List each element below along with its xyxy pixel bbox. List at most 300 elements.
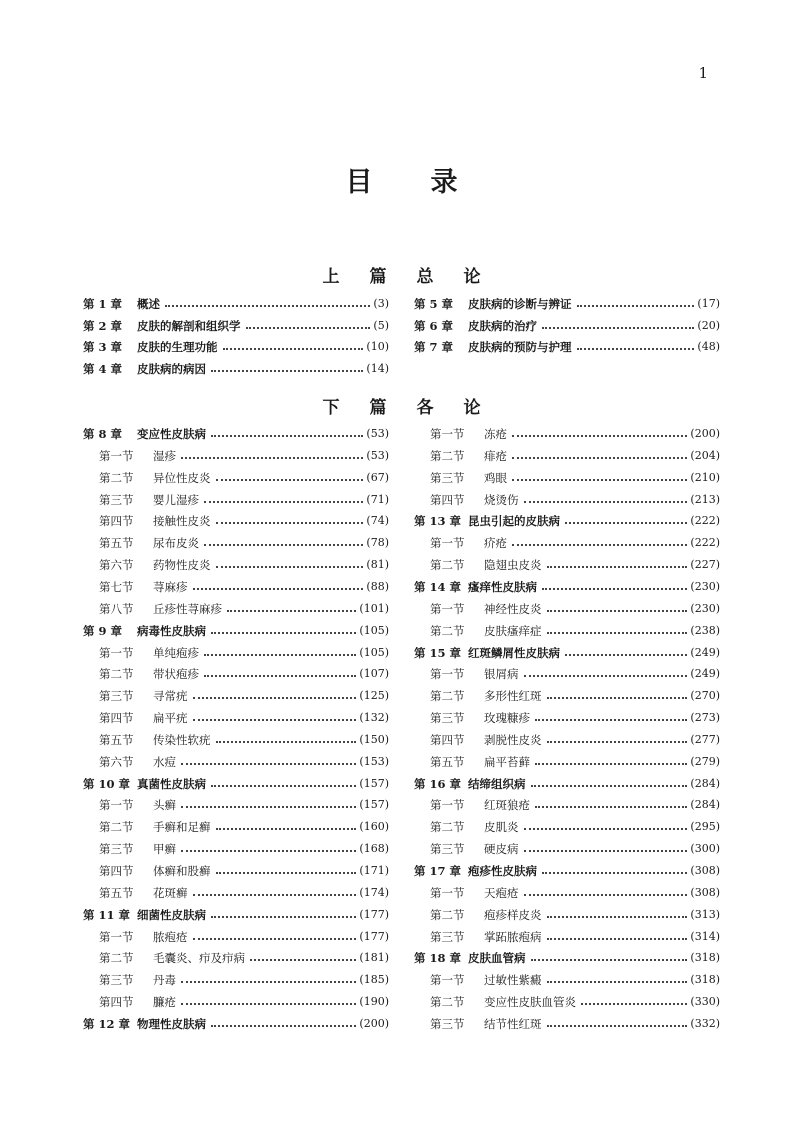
dot-leader bbox=[181, 1003, 356, 1005]
dot-leader bbox=[204, 654, 356, 656]
entry-label: 第三节 bbox=[99, 973, 134, 988]
toc-section-entry bbox=[83, 664, 389, 684]
entry-label: 第一节 bbox=[430, 973, 465, 988]
toc-section-entry bbox=[414, 927, 720, 947]
toc-title: 目录 bbox=[345, 167, 516, 198]
toc-section-entry bbox=[414, 1014, 720, 1034]
toc-section-entry bbox=[414, 992, 720, 1012]
toc-chapter-entry bbox=[83, 294, 389, 314]
entry-title: 扁平疣 bbox=[153, 711, 188, 726]
dot-leader bbox=[211, 916, 356, 918]
dot-leader bbox=[524, 894, 688, 896]
entry-page-number: (101) bbox=[359, 601, 389, 615]
dot-leader bbox=[547, 610, 688, 612]
entry-page-number: (132) bbox=[359, 711, 389, 725]
entry-label: 第 12 章 bbox=[83, 1016, 131, 1031]
entry-page-number: (48) bbox=[697, 340, 720, 354]
entry-label: 第三节 bbox=[99, 689, 134, 704]
entry-label: 第二节 bbox=[99, 820, 134, 835]
toc-section-entry bbox=[83, 992, 389, 1012]
entry-page-number: (273) bbox=[690, 711, 720, 725]
entry-page-number: (295) bbox=[690, 820, 720, 834]
toc-section-entry bbox=[414, 752, 720, 772]
dot-leader bbox=[204, 501, 363, 503]
dot-leader bbox=[512, 544, 687, 546]
entry-title: 疱疹性皮肤病 bbox=[468, 864, 537, 878]
dot-leader bbox=[193, 697, 357, 699]
toc-chapter-entry bbox=[414, 577, 720, 597]
entry-title: 体癣和股癣 bbox=[153, 864, 211, 878]
toc-chapter-entry bbox=[414, 774, 720, 794]
dot-leader bbox=[165, 305, 370, 307]
entry-page-number: (88) bbox=[366, 579, 389, 593]
dot-leader bbox=[524, 675, 688, 677]
toc-section-entry bbox=[83, 948, 389, 968]
entry-page-number: (177) bbox=[359, 929, 389, 943]
toc-section-entry bbox=[414, 621, 720, 641]
toc-section-entry bbox=[83, 752, 389, 772]
entry-label: 第 13 章 bbox=[414, 514, 462, 529]
toc-section-entry bbox=[83, 533, 389, 553]
entry-title: 皮肤瘙痒症 bbox=[484, 623, 542, 638]
toc-section-entry bbox=[83, 599, 389, 619]
toc-chapter-entry bbox=[83, 774, 389, 794]
entry-page-number: (210) bbox=[690, 470, 720, 484]
dot-leader bbox=[565, 654, 687, 656]
entry-label: 第四节 bbox=[99, 995, 134, 1010]
entry-label: 第一节 bbox=[99, 448, 134, 463]
entry-label: 第 8 章 bbox=[83, 427, 123, 441]
entry-title: 变应性皮肤血管炎 bbox=[484, 995, 576, 1010]
dot-leader bbox=[547, 916, 688, 918]
entry-label: 第二节 bbox=[430, 907, 465, 922]
entry-title: 湿疹 bbox=[153, 448, 176, 463]
entry-label: 第四节 bbox=[99, 711, 134, 726]
entry-label: 第六节 bbox=[99, 754, 134, 769]
toc-section-entry bbox=[83, 511, 389, 531]
entry-page-number: (171) bbox=[359, 864, 389, 877]
toc-chapter-entry bbox=[83, 905, 389, 925]
entry-label: 第 18 章 bbox=[414, 951, 462, 966]
entry-page-number: (313) bbox=[690, 907, 720, 921]
entry-title: 皮肤的生理功能 bbox=[137, 340, 218, 355]
entry-title: 传染性软疣 bbox=[153, 732, 211, 747]
entry-page-number: (105) bbox=[359, 623, 389, 637]
entry-page-number: (230) bbox=[690, 579, 720, 593]
entry-title: 皮肤病的治疗 bbox=[468, 318, 537, 333]
entry-title: 疱疹样皮炎 bbox=[484, 907, 542, 922]
entry-label: 第二节 bbox=[430, 689, 465, 704]
entry-page-number: (330) bbox=[690, 995, 720, 1009]
entry-label: 第三节 bbox=[430, 842, 465, 857]
entry-label: 第 15 章 bbox=[414, 645, 462, 660]
part2-title: 下篇各论 bbox=[322, 398, 511, 418]
entry-label: 第三节 bbox=[430, 929, 465, 944]
dot-leader bbox=[204, 544, 363, 546]
entry-title: 多形性红斑 bbox=[484, 689, 542, 704]
toc-section-entry bbox=[83, 446, 389, 466]
dot-leader bbox=[181, 806, 356, 808]
entry-title: 婴儿湿疹 bbox=[153, 492, 199, 507]
toc-chapter-entry bbox=[83, 337, 389, 357]
entry-title: 花斑癣 bbox=[153, 885, 188, 900]
toc-section-entry bbox=[83, 468, 389, 488]
toc-section-entry bbox=[414, 795, 720, 815]
dot-leader bbox=[535, 763, 687, 765]
entry-label: 第 14 章 bbox=[414, 579, 462, 594]
toc-chapter-entry bbox=[414, 948, 720, 968]
dot-leader bbox=[577, 305, 695, 307]
entry-title: 天疱疮 bbox=[484, 885, 519, 900]
entry-page-number: (177) bbox=[359, 907, 389, 921]
toc-section-entry bbox=[414, 468, 720, 488]
entry-label: 第一节 bbox=[99, 929, 134, 944]
entry-label: 第一节 bbox=[430, 427, 465, 441]
dot-leader bbox=[542, 327, 694, 329]
entry-page-number: (67) bbox=[366, 470, 389, 484]
dot-leader bbox=[181, 763, 356, 765]
entry-page-number: (157) bbox=[359, 798, 389, 812]
dot-leader bbox=[181, 981, 356, 983]
dot-leader bbox=[524, 501, 688, 503]
dot-leader bbox=[512, 435, 687, 437]
entry-page-number: (157) bbox=[359, 776, 389, 790]
toc-section-entry bbox=[83, 555, 389, 575]
entry-label: 第一节 bbox=[430, 667, 465, 682]
entry-title: 疥疮 bbox=[484, 536, 507, 551]
entry-title: 甲癣 bbox=[153, 842, 176, 857]
entry-page-number: (5) bbox=[373, 318, 389, 332]
entry-label: 第七节 bbox=[99, 579, 134, 594]
toc-section-entry bbox=[414, 883, 720, 903]
entry-title: 物理性皮肤病 bbox=[137, 1016, 206, 1031]
entry-title: 脓疱疮 bbox=[153, 929, 188, 944]
entry-label: 第二节 bbox=[99, 470, 134, 485]
dot-leader bbox=[581, 1003, 687, 1005]
dot-leader bbox=[216, 522, 364, 524]
dot-leader bbox=[531, 785, 688, 787]
toc-section-entry bbox=[414, 970, 720, 990]
dot-leader bbox=[547, 741, 688, 743]
toc-section-entry bbox=[83, 817, 389, 837]
entry-page-number: (160) bbox=[359, 820, 389, 834]
entry-title: 药物性皮炎 bbox=[153, 558, 211, 573]
entry-page-number: (20) bbox=[697, 318, 720, 332]
entry-label: 第三节 bbox=[99, 842, 134, 857]
entry-page-number: (78) bbox=[366, 536, 389, 550]
entry-title: 皮肤病的诊断与辨证 bbox=[468, 297, 572, 311]
entry-label: 第五节 bbox=[99, 885, 134, 900]
dot-leader bbox=[211, 1025, 356, 1027]
toc-section-entry bbox=[414, 905, 720, 925]
entry-title: 鸡眼 bbox=[484, 470, 507, 485]
dot-leader bbox=[216, 566, 364, 568]
dot-leader bbox=[216, 828, 357, 830]
entry-page-number: (230) bbox=[690, 601, 720, 615]
entry-label: 第三节 bbox=[430, 470, 465, 485]
entry-title: 硬皮病 bbox=[484, 842, 519, 857]
toc-chapter-entry bbox=[414, 643, 720, 663]
entry-title: 荨麻疹 bbox=[153, 579, 188, 594]
entry-page-number: (153) bbox=[359, 754, 389, 768]
toc-chapter-entry bbox=[414, 861, 720, 881]
entry-title: 皮肤病的预防与护理 bbox=[468, 340, 572, 355]
entry-page-number: (17) bbox=[697, 297, 720, 310]
dot-leader bbox=[193, 894, 357, 896]
entry-page-number: (284) bbox=[690, 798, 720, 812]
entry-page-number: (53) bbox=[366, 427, 389, 440]
dot-leader bbox=[524, 828, 688, 830]
toc-section-entry bbox=[414, 664, 720, 684]
entry-page-number: (200) bbox=[690, 427, 720, 440]
entry-label: 第一节 bbox=[430, 885, 465, 900]
dot-leader bbox=[547, 1025, 688, 1027]
entry-title: 头癣 bbox=[153, 798, 176, 813]
entry-title: 扁平苔藓 bbox=[484, 754, 530, 769]
entry-title: 丘疹性荨麻疹 bbox=[153, 601, 222, 616]
toc-chapter-entry bbox=[83, 316, 389, 336]
toc-section-entry bbox=[414, 446, 720, 466]
entry-label: 第 11 章 bbox=[83, 907, 131, 922]
entry-label: 第 4 章 bbox=[83, 362, 123, 377]
toc-section-entry bbox=[83, 927, 389, 947]
dot-leader bbox=[524, 850, 688, 852]
entry-title: 水痘 bbox=[153, 754, 176, 769]
toc-section-entry bbox=[83, 839, 389, 859]
entry-title: 结节性红斑 bbox=[484, 1016, 542, 1031]
toc-chapter-entry bbox=[83, 359, 389, 379]
entry-title: 银屑病 bbox=[484, 667, 519, 682]
entry-title: 烧烫伤 bbox=[484, 492, 519, 507]
toc-section-entry bbox=[414, 730, 720, 750]
entry-label: 第四节 bbox=[99, 864, 134, 878]
entry-page-number: (168) bbox=[359, 842, 389, 856]
entry-page-number: (14) bbox=[366, 362, 389, 376]
entry-title: 剥脱性皮炎 bbox=[484, 732, 542, 747]
entry-label: 第四节 bbox=[430, 732, 465, 747]
dot-leader bbox=[535, 719, 687, 721]
toc-chapter-entry bbox=[414, 294, 720, 314]
entry-title: 昆虫引起的皮肤病 bbox=[468, 514, 560, 529]
dot-leader bbox=[211, 435, 363, 437]
toc-section-entry bbox=[83, 861, 389, 881]
entry-title: 冻疮 bbox=[484, 427, 507, 441]
entry-page-number: (200) bbox=[359, 1016, 389, 1030]
toc-section-entry bbox=[414, 708, 720, 728]
dot-leader bbox=[181, 850, 356, 852]
entry-page-number: (318) bbox=[690, 973, 720, 987]
entry-title: 寻常疣 bbox=[153, 689, 188, 704]
entry-title: 皮肤血管病 bbox=[468, 951, 526, 966]
entry-label: 第二节 bbox=[430, 820, 465, 835]
toc-section-entry bbox=[83, 795, 389, 815]
dot-leader bbox=[216, 741, 357, 743]
entry-label: 第二节 bbox=[99, 667, 134, 682]
entry-title: 过敏性紫癜 bbox=[484, 973, 542, 988]
entry-title: 掌跖脓疱病 bbox=[484, 929, 542, 944]
entry-page-number: (174) bbox=[359, 885, 389, 899]
dot-leader bbox=[542, 872, 687, 874]
entry-title: 丹毒 bbox=[153, 973, 176, 988]
toc-section-entry bbox=[83, 730, 389, 750]
dot-leader bbox=[216, 479, 364, 481]
entry-label: 第五节 bbox=[99, 732, 134, 747]
dot-leader bbox=[512, 457, 687, 459]
dot-leader bbox=[531, 959, 688, 961]
entry-title: 玫瑰糠疹 bbox=[484, 711, 530, 726]
entry-page-number: (222) bbox=[690, 536, 720, 550]
toc-section-entry bbox=[83, 577, 389, 597]
entry-title: 毛囊炎、疖及疖病 bbox=[153, 951, 245, 966]
dot-leader bbox=[565, 522, 687, 524]
entry-page-number: (105) bbox=[359, 645, 389, 659]
entry-page-number: (185) bbox=[359, 973, 389, 987]
entry-page-number: (308) bbox=[690, 885, 720, 899]
dot-leader bbox=[250, 959, 356, 961]
entry-page-number: (74) bbox=[366, 514, 389, 528]
toc-chapter-entry bbox=[83, 1014, 389, 1034]
entry-title: 皮肌炎 bbox=[484, 820, 519, 835]
dot-leader bbox=[211, 370, 363, 372]
dot-leader bbox=[211, 785, 356, 787]
entry-label: 第 7 章 bbox=[414, 340, 454, 355]
toc-section-entry bbox=[83, 883, 389, 903]
entry-title: 变应性皮肤病 bbox=[137, 427, 206, 441]
entry-title: 臁疮 bbox=[153, 995, 176, 1010]
toc-chapter-entry bbox=[83, 424, 389, 444]
part1-title: 上篇总论 bbox=[322, 267, 511, 287]
entry-label: 第五节 bbox=[430, 754, 465, 769]
entry-page-number: (3) bbox=[373, 297, 389, 310]
entry-page-number: (279) bbox=[690, 754, 720, 768]
entry-label: 第 10 章 bbox=[83, 776, 131, 791]
dot-leader bbox=[246, 327, 371, 329]
entry-title: 瘙痒性皮肤病 bbox=[468, 579, 537, 594]
entry-title: 红斑狼疮 bbox=[484, 798, 530, 813]
dot-leader bbox=[547, 566, 688, 568]
toc-section-entry bbox=[414, 424, 720, 444]
entry-label: 第六节 bbox=[99, 558, 134, 573]
entry-label: 第四节 bbox=[430, 492, 465, 507]
dot-leader bbox=[204, 675, 356, 677]
dot-leader bbox=[211, 632, 356, 634]
entry-title: 接触性皮炎 bbox=[153, 514, 211, 529]
toc-section-entry bbox=[414, 555, 720, 575]
toc-section-entry bbox=[414, 533, 720, 553]
entry-label: 第一节 bbox=[430, 536, 465, 551]
dot-leader bbox=[512, 479, 687, 481]
entry-title: 痱疮 bbox=[484, 448, 507, 463]
entry-label: 第二节 bbox=[430, 995, 465, 1010]
dot-leader bbox=[547, 632, 688, 634]
dot-leader bbox=[193, 719, 357, 721]
toc-section-entry bbox=[414, 817, 720, 837]
dot-leader bbox=[227, 610, 356, 612]
entry-label: 第二节 bbox=[99, 951, 134, 966]
toc-section-entry bbox=[414, 839, 720, 859]
entry-label: 第 3 章 bbox=[83, 340, 123, 355]
entry-page-number: (314) bbox=[690, 929, 720, 943]
toc-section-entry bbox=[83, 490, 389, 510]
entry-page-number: (107) bbox=[359, 667, 389, 681]
entry-page-number: (150) bbox=[359, 732, 389, 746]
dot-leader bbox=[181, 457, 363, 459]
entry-page-number: (10) bbox=[366, 340, 389, 354]
entry-title: 皮肤的解剖和组织学 bbox=[137, 318, 241, 333]
entry-page-number: (300) bbox=[690, 842, 720, 856]
toc-chapter-entry bbox=[414, 511, 720, 531]
entry-label: 第 9 章 bbox=[83, 623, 123, 638]
entry-label: 第 17 章 bbox=[414, 864, 462, 878]
toc-section-entry bbox=[414, 686, 720, 706]
entry-title: 神经性皮炎 bbox=[484, 601, 542, 616]
entry-page-number: (249) bbox=[690, 645, 720, 659]
entry-page-number: (81) bbox=[366, 558, 389, 572]
dot-leader bbox=[547, 981, 688, 983]
entry-label: 第 2 章 bbox=[83, 318, 123, 333]
entry-title: 细菌性皮肤病 bbox=[137, 907, 206, 922]
entry-page-number: (270) bbox=[690, 689, 720, 703]
entry-page-number: (308) bbox=[690, 864, 720, 877]
dot-leader bbox=[542, 588, 687, 590]
entry-page-number: (238) bbox=[690, 623, 720, 637]
entry-label: 第一节 bbox=[430, 798, 465, 813]
dot-leader bbox=[193, 938, 357, 940]
entry-label: 第一节 bbox=[99, 798, 134, 813]
dot-leader bbox=[223, 348, 364, 350]
dot-leader bbox=[216, 872, 357, 874]
entry-page-number: (222) bbox=[690, 514, 720, 528]
entry-label: 第 1 章 bbox=[83, 297, 123, 311]
entry-label: 第三节 bbox=[430, 1016, 465, 1031]
dot-leader bbox=[547, 938, 688, 940]
entry-title: 尿布皮炎 bbox=[153, 536, 199, 551]
toc-chapter-entry bbox=[414, 337, 720, 357]
toc-chapter-entry bbox=[414, 316, 720, 336]
entry-label: 第八节 bbox=[99, 601, 134, 616]
entry-page-number: (53) bbox=[366, 448, 389, 462]
dot-leader bbox=[547, 697, 688, 699]
entry-page-number: (277) bbox=[690, 732, 720, 746]
entry-page-number: (190) bbox=[359, 995, 389, 1009]
entry-label: 第四节 bbox=[99, 514, 134, 529]
toc-section-entry bbox=[83, 643, 389, 663]
entry-title: 单纯疱疹 bbox=[153, 645, 199, 660]
entry-label: 第五节 bbox=[99, 536, 134, 551]
entry-title: 异位性皮炎 bbox=[153, 470, 211, 485]
dot-leader bbox=[535, 806, 687, 808]
entry-label: 第一节 bbox=[430, 601, 465, 616]
entry-label: 第三节 bbox=[99, 492, 134, 507]
entry-page-number: (71) bbox=[366, 492, 389, 506]
page-number: 1 bbox=[698, 64, 708, 82]
entry-page-number: (181) bbox=[359, 951, 389, 965]
entry-page-number: (249) bbox=[690, 667, 720, 681]
dot-leader bbox=[577, 348, 695, 350]
entry-page-number: (227) bbox=[690, 558, 720, 572]
entry-label: 第一节 bbox=[99, 645, 134, 660]
toc-section-entry bbox=[83, 708, 389, 728]
toc-section-entry bbox=[414, 599, 720, 619]
entry-label: 第 5 章 bbox=[414, 297, 454, 311]
toc-section-entry bbox=[83, 970, 389, 990]
entry-page-number: (318) bbox=[690, 951, 720, 965]
entry-title: 真菌性皮肤病 bbox=[137, 776, 206, 791]
entry-label: 第三节 bbox=[430, 711, 465, 726]
entry-title: 结缔组织病 bbox=[468, 776, 526, 791]
entry-title: 概述 bbox=[137, 297, 160, 311]
entry-page-number: (204) bbox=[690, 448, 720, 462]
